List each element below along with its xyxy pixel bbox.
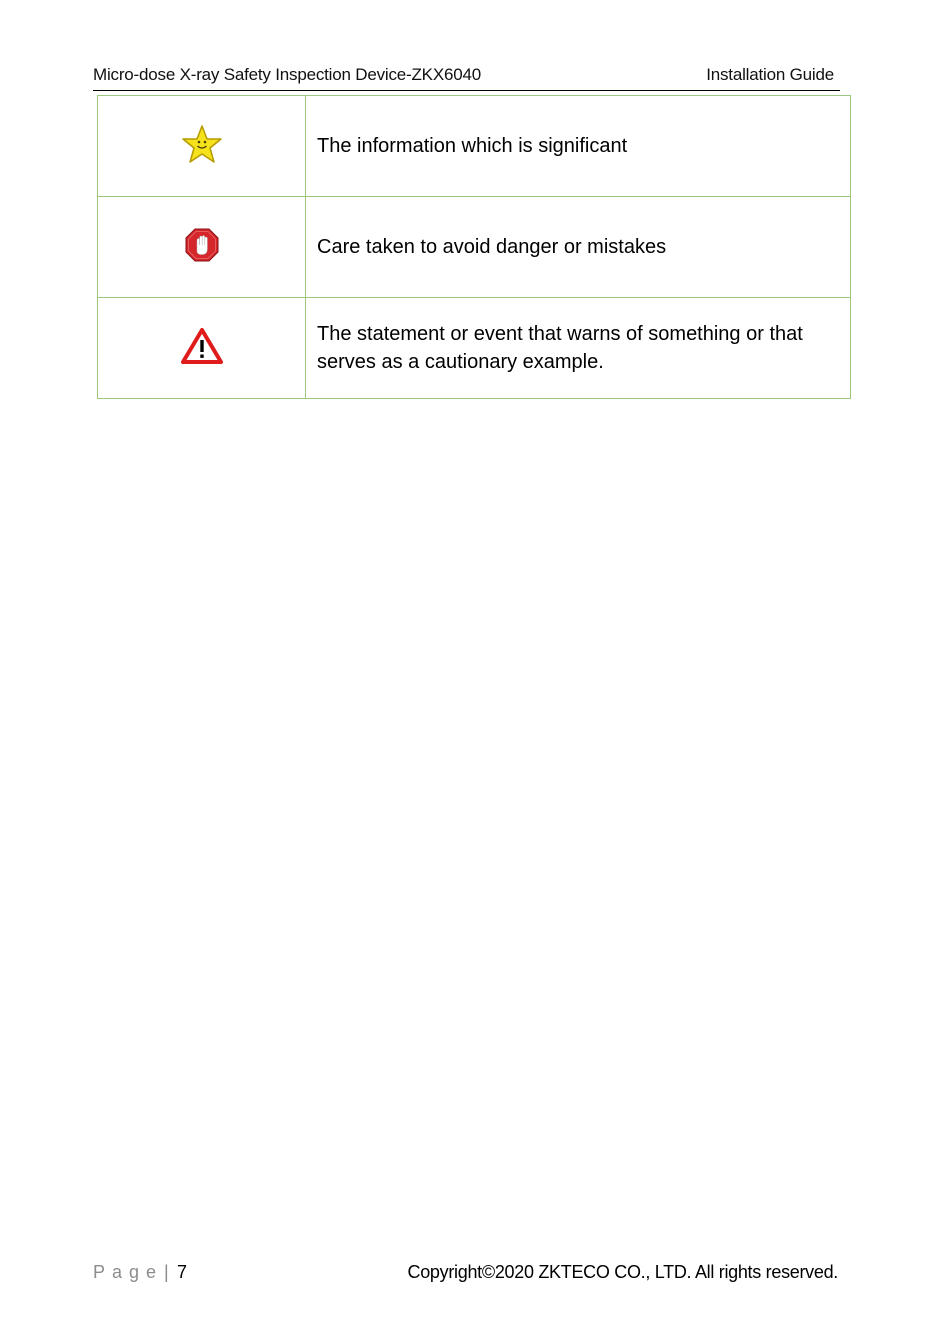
legend-row: [98, 96, 851, 197]
page-label: Page: [93, 1262, 164, 1282]
legend-description: The information which is significant: [306, 96, 851, 197]
document-section: Installation Guide: [706, 65, 834, 84]
legend-row: [98, 298, 851, 399]
legend-icon-cell: [98, 96, 306, 197]
copyright-notice: Copyright©2020 ZKTECO CO., LTD. All rights reserved.: [407, 1262, 838, 1282]
stop-hand-icon: [185, 228, 219, 267]
page-separator: |: [164, 1262, 169, 1282]
legend-row: [98, 197, 851, 298]
warning-triangle-icon: [180, 327, 224, 370]
legend-icon-cell: [98, 298, 306, 399]
legend-icon-cell: [98, 197, 306, 298]
page-number: 7: [177, 1262, 188, 1282]
legend-description: Care taken to avoid danger or mistakes: [306, 197, 851, 298]
icon-legend-table: [97, 95, 851, 399]
page-header: [93, 62, 840, 91]
page-footer: [93, 1262, 840, 1288]
star-icon: [181, 124, 223, 169]
legend-description: The statement or event that warns of something or that serves as a cautionary example.: [306, 298, 851, 399]
document-title: Micro-dose X-ray Safety Inspection Device-ZKX6040: [93, 65, 481, 84]
